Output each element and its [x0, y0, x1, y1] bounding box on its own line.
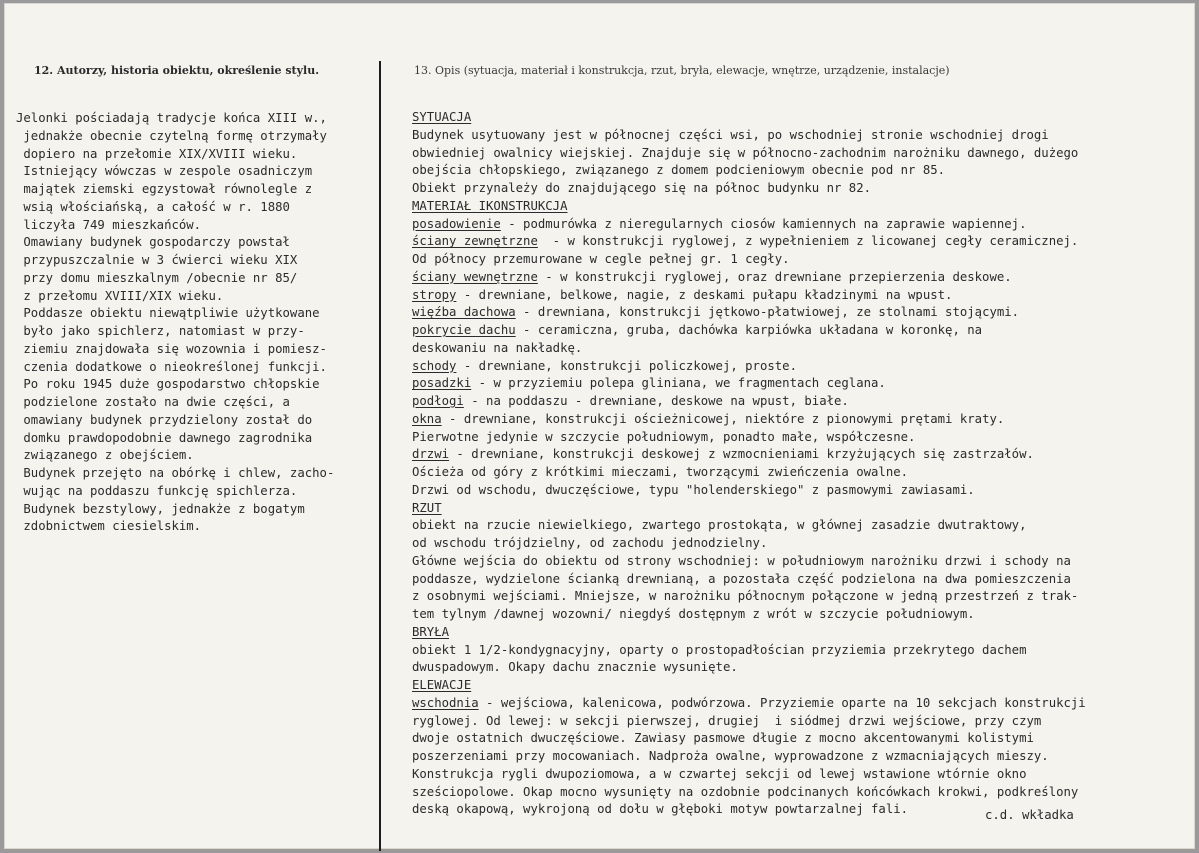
- line-text: Konstrukcja rygli dwupoziomowa, a w czwartej sekcji od lewej wstawione wtórnie okno: [412, 766, 1027, 781]
- line-text: - w konstrukcji ryglowej, z wypełnieniem z licowanej cegły ceramicznej.: [537, 234, 1079, 249]
- history-line: ziemiu znajdowała się wozownia i pomiesz-: [16, 341, 327, 356]
- description-line: [412, 233, 1192, 251]
- description-line: [412, 198, 1192, 216]
- line-text: Drzwi od wschodu, dwuczęściowe, typu "holenderskiego" z pasmowymi zawiasami.: [412, 482, 975, 497]
- description-line: [412, 180, 1192, 198]
- history-line: omawiany budynek przydzielony został do: [16, 412, 313, 427]
- line-text: sześciopolowe. Okap mocno wysunięty na ozdobnie podcinanych końcówkach krokwi, podkreślony: [412, 784, 1079, 799]
- description-line: [412, 482, 1192, 500]
- description-line: [412, 713, 1192, 731]
- line-text: - drewniana, konstrukcji jętkowo-płatwiowej, ze stolnami stojącymi.: [515, 305, 1020, 320]
- description-line: [412, 358, 1192, 376]
- line-text: deską okapową, wykrojoną od dołu w głęboki motyw powtarzalnej fali.: [412, 802, 909, 817]
- description-line: [412, 375, 1192, 393]
- history-line: wując na poddaszu funkcję spichlerza.: [16, 483, 298, 498]
- history-line: Istniejący wówczas w zespole osadniczym: [16, 164, 313, 179]
- history-line: majątek ziemski egzystował równolegle z: [16, 182, 313, 196]
- section-label: BRYŁA: [412, 624, 450, 639]
- description-text: [412, 109, 1192, 819]
- history-line: dopiero na przełomie XIX/XVIII wieku.: [16, 146, 298, 161]
- section-label: okna: [412, 411, 442, 426]
- line-text: od wschodu trójdzielny, od zachodu jednodzielny.: [412, 536, 768, 550]
- section-label: ściany wewnętrzne: [412, 269, 538, 284]
- right-column-heading: 13. Opis (sytuacja, materiał i konstrukcja, rzut, bryła, elewacje, wnętrze, urządzenie, instalacje): [414, 64, 950, 77]
- section-label: ściany zewnętrzne: [412, 234, 538, 249]
- line-text: obwiedniej owalnicy wiejskiej. Znajduje się w północno-zachodnim narożniku dawnego, dużego: [412, 145, 1079, 160]
- description-line: [412, 429, 1192, 447]
- document-sheet: [4, 3, 1195, 849]
- left-column-heading: 12. Autorzy, historia obiektu, określenie stylu.: [34, 64, 320, 77]
- section-label: posadowienie: [412, 216, 501, 231]
- line-text: Budynek usytuowany jest w północnej części wsi, po wschodniej stronie wschodniej drogi: [412, 127, 1049, 142]
- history-line: liczyła 749 mieszkańców.: [16, 217, 202, 232]
- description-line: [412, 269, 1192, 287]
- line-text: obiekt na rzucie niewielkiego, zwartego prostokąta, w głównej zasadzie dwutraktowy,: [412, 518, 1027, 533]
- line-text: Obiekt przynależy do znajdującego się na północ budynku nr 82.: [412, 181, 872, 195]
- history-line: Budynek przejęto na obórkę i chlew, zacho-: [16, 466, 335, 480]
- history-line: Omawiany budynek gospodarczy powstał: [16, 235, 290, 250]
- section-label: RZUT: [412, 500, 442, 515]
- history-line: Po roku 1945 duże gospodarstwo chłopskie: [16, 377, 320, 392]
- line-text: - wejściowa, kalenicowa, podwórzowa. Przyziemie oparte na 10 sekcjach konstrukcji: [478, 695, 1086, 710]
- line-text: z osobnymi wejściami. Mniejsze, w narożniku północnym połączone w jedną przestrzeń z trak-: [412, 589, 1079, 604]
- line-text: Pierwotne jedynie w szczycie południowym, ponadto małe, współczesne.: [412, 429, 916, 444]
- description-line: [412, 411, 1192, 429]
- history-text: [16, 110, 374, 536]
- description-line: [412, 784, 1192, 802]
- description-line: [412, 340, 1192, 358]
- description-line: [412, 517, 1192, 535]
- description-line: [412, 553, 1192, 571]
- description-line: [412, 304, 1192, 322]
- line-text: - na poddaszu - drewniane, deskowe na wpust, białe.: [463, 394, 849, 408]
- line-text: dwuspadowym. Okapy dachu znacznie wysunięte.: [412, 660, 738, 675]
- line-text: obiekt 1 1/2-kondygnacyjny, oparty o prostopadłościan przyziemia przekrytego dachem: [412, 642, 1027, 657]
- line-text: tem tylnym /dawnej wozowni/ niegdyś dostępnym z wrót w szczycie południowym.: [412, 607, 975, 621]
- description-line: [412, 162, 1192, 180]
- line-text: poddasze, wydzielone ścianką drewnianą, a pozostała część podzielona na dwa pomieszczenia: [412, 571, 1071, 586]
- line-text: Ościeża od góry z krótkimi mieczami, tworzącymi zwieńczenia owalne.: [412, 465, 909, 479]
- section-label: posadzki: [412, 376, 472, 391]
- section-label: schody: [412, 358, 457, 373]
- description-line: [412, 642, 1192, 660]
- history-line: jednakże obecnie czytelną formę otrzymały: [16, 128, 327, 143]
- line-text: dwoje ostatnich dwuczęściowe. Zawiasy pasmowe długie z mocno akcentowanymi kolistymi: [412, 731, 1034, 746]
- description-line: [412, 251, 1192, 269]
- section-label: pokrycie dachu: [412, 323, 516, 337]
- line-text: deskowaniu na nakładkę.: [412, 340, 583, 355]
- line-text: - w konstrukcji ryglowej, oraz drewniane przepierzenia deskowe.: [537, 269, 1012, 284]
- description-line: [412, 588, 1192, 606]
- description-line: [412, 748, 1192, 766]
- line-text: - drewniane, konstrukcji ościeżnicowej, niektóre z pionowymi prętami kraty.: [441, 411, 1005, 426]
- history-line: z przełomu XVIII/XIX wieku.: [16, 288, 224, 303]
- history-line: przypuszczalnie w 3 ćwierci wieku XIX: [16, 253, 298, 267]
- description-line: [412, 659, 1192, 677]
- description-line: [412, 127, 1192, 145]
- history-line: podzielone zostało na dwie części, a: [16, 395, 290, 409]
- description-line: [412, 322, 1192, 340]
- description-line: [412, 535, 1192, 553]
- line-text: poszerzeniami przy mocowaniach. Nadproża owalne, wyprowadzone z wzmacniających mieszy.: [412, 749, 1049, 763]
- history-line: wsią włościańską, a całość w r. 1880: [16, 199, 290, 214]
- description-line: [412, 606, 1192, 624]
- section-label: więźba dachowa: [412, 305, 516, 320]
- description-line: [412, 446, 1192, 464]
- history-line: przy domu mieszkalnym /obecnie nr 85/: [16, 270, 298, 285]
- description-line: [412, 216, 1192, 234]
- description-line: [412, 571, 1192, 589]
- history-line: było jako spichlerz, natomiast w przy-: [16, 324, 305, 338]
- history-line: związanego z obejściem.: [16, 448, 194, 463]
- description-line: [412, 500, 1192, 518]
- line-text: - w przyziemiu polepa gliniana, we fragmentach ceglana.: [471, 376, 886, 391]
- section-label: drzwi: [412, 447, 450, 462]
- description-line: [412, 766, 1192, 784]
- description-line: [412, 393, 1192, 411]
- description-line: [412, 801, 1192, 819]
- line-text: Od północy przemurowane w cegle pełnej gr. 1 cegły.: [412, 252, 790, 266]
- line-text: Główne wejścia do obiektu od strony wschodniej: w południowym narożniku drzwi i schody na: [412, 553, 1071, 568]
- line-text: ryglowej. Od lewej: w sekcji pierwszej, drugiej i siódmej drzwi wejściowe, przy czym: [412, 713, 1042, 728]
- history-line: Jelonki pościadają tradycje końca XIII w.,: [16, 111, 327, 125]
- description-line: [412, 464, 1192, 482]
- line-text: - drewniane, konstrukcji deskowej z wzmocnieniami krzyżujących się zastrzałów.: [449, 447, 1034, 462]
- section-label: MATERIAŁ IKONSTRUKCJA: [412, 198, 568, 213]
- description-line: [412, 145, 1192, 163]
- line-text: - drewniane, konstrukcji policzkowej, proste.: [456, 358, 797, 373]
- continuation-note: c.d. wkładka: [985, 808, 1074, 822]
- history-line: Poddasze obiektu niewątpliwie użytkowane: [16, 306, 320, 321]
- description-line: [412, 677, 1192, 695]
- description-line: [412, 109, 1192, 127]
- description-line: [412, 624, 1192, 642]
- section-label: podłogi: [412, 394, 464, 408]
- column-divider: [379, 61, 381, 851]
- line-text: - podmurówka z nieregularnych ciosów kamiennych na zaprawie wapiennej.: [500, 216, 1027, 231]
- section-label: wschodnia: [412, 695, 479, 710]
- section-label: stropy: [412, 287, 457, 302]
- description-line: [412, 287, 1192, 305]
- history-line: domku prawdopodobnie dawnego zagrodnika: [16, 430, 313, 445]
- history-line: zdobnictwem ciesielskim.: [16, 519, 202, 534]
- history-line: Budynek bezstylowy, jednakże z bogatym: [16, 501, 305, 516]
- section-label: ELEWACJE: [412, 678, 472, 692]
- line-text: obejścia chłopskiego, związanego z domem podcieniowym obecnie pod nr 85.: [412, 163, 946, 178]
- section-label: SYTUACJA: [412, 110, 472, 124]
- history-line: czenia dodatkowe o nieokreślonej funkcji.: [16, 359, 327, 374]
- line-text: - drewniane, belkowe, nagie, z deskami pułapu kładzinymi na wpust.: [456, 287, 953, 302]
- line-text: - ceramiczna, gruba, dachówka karpiówka układana w koronkę, na: [515, 323, 983, 337]
- description-line: [412, 730, 1192, 748]
- description-line: [412, 695, 1192, 713]
